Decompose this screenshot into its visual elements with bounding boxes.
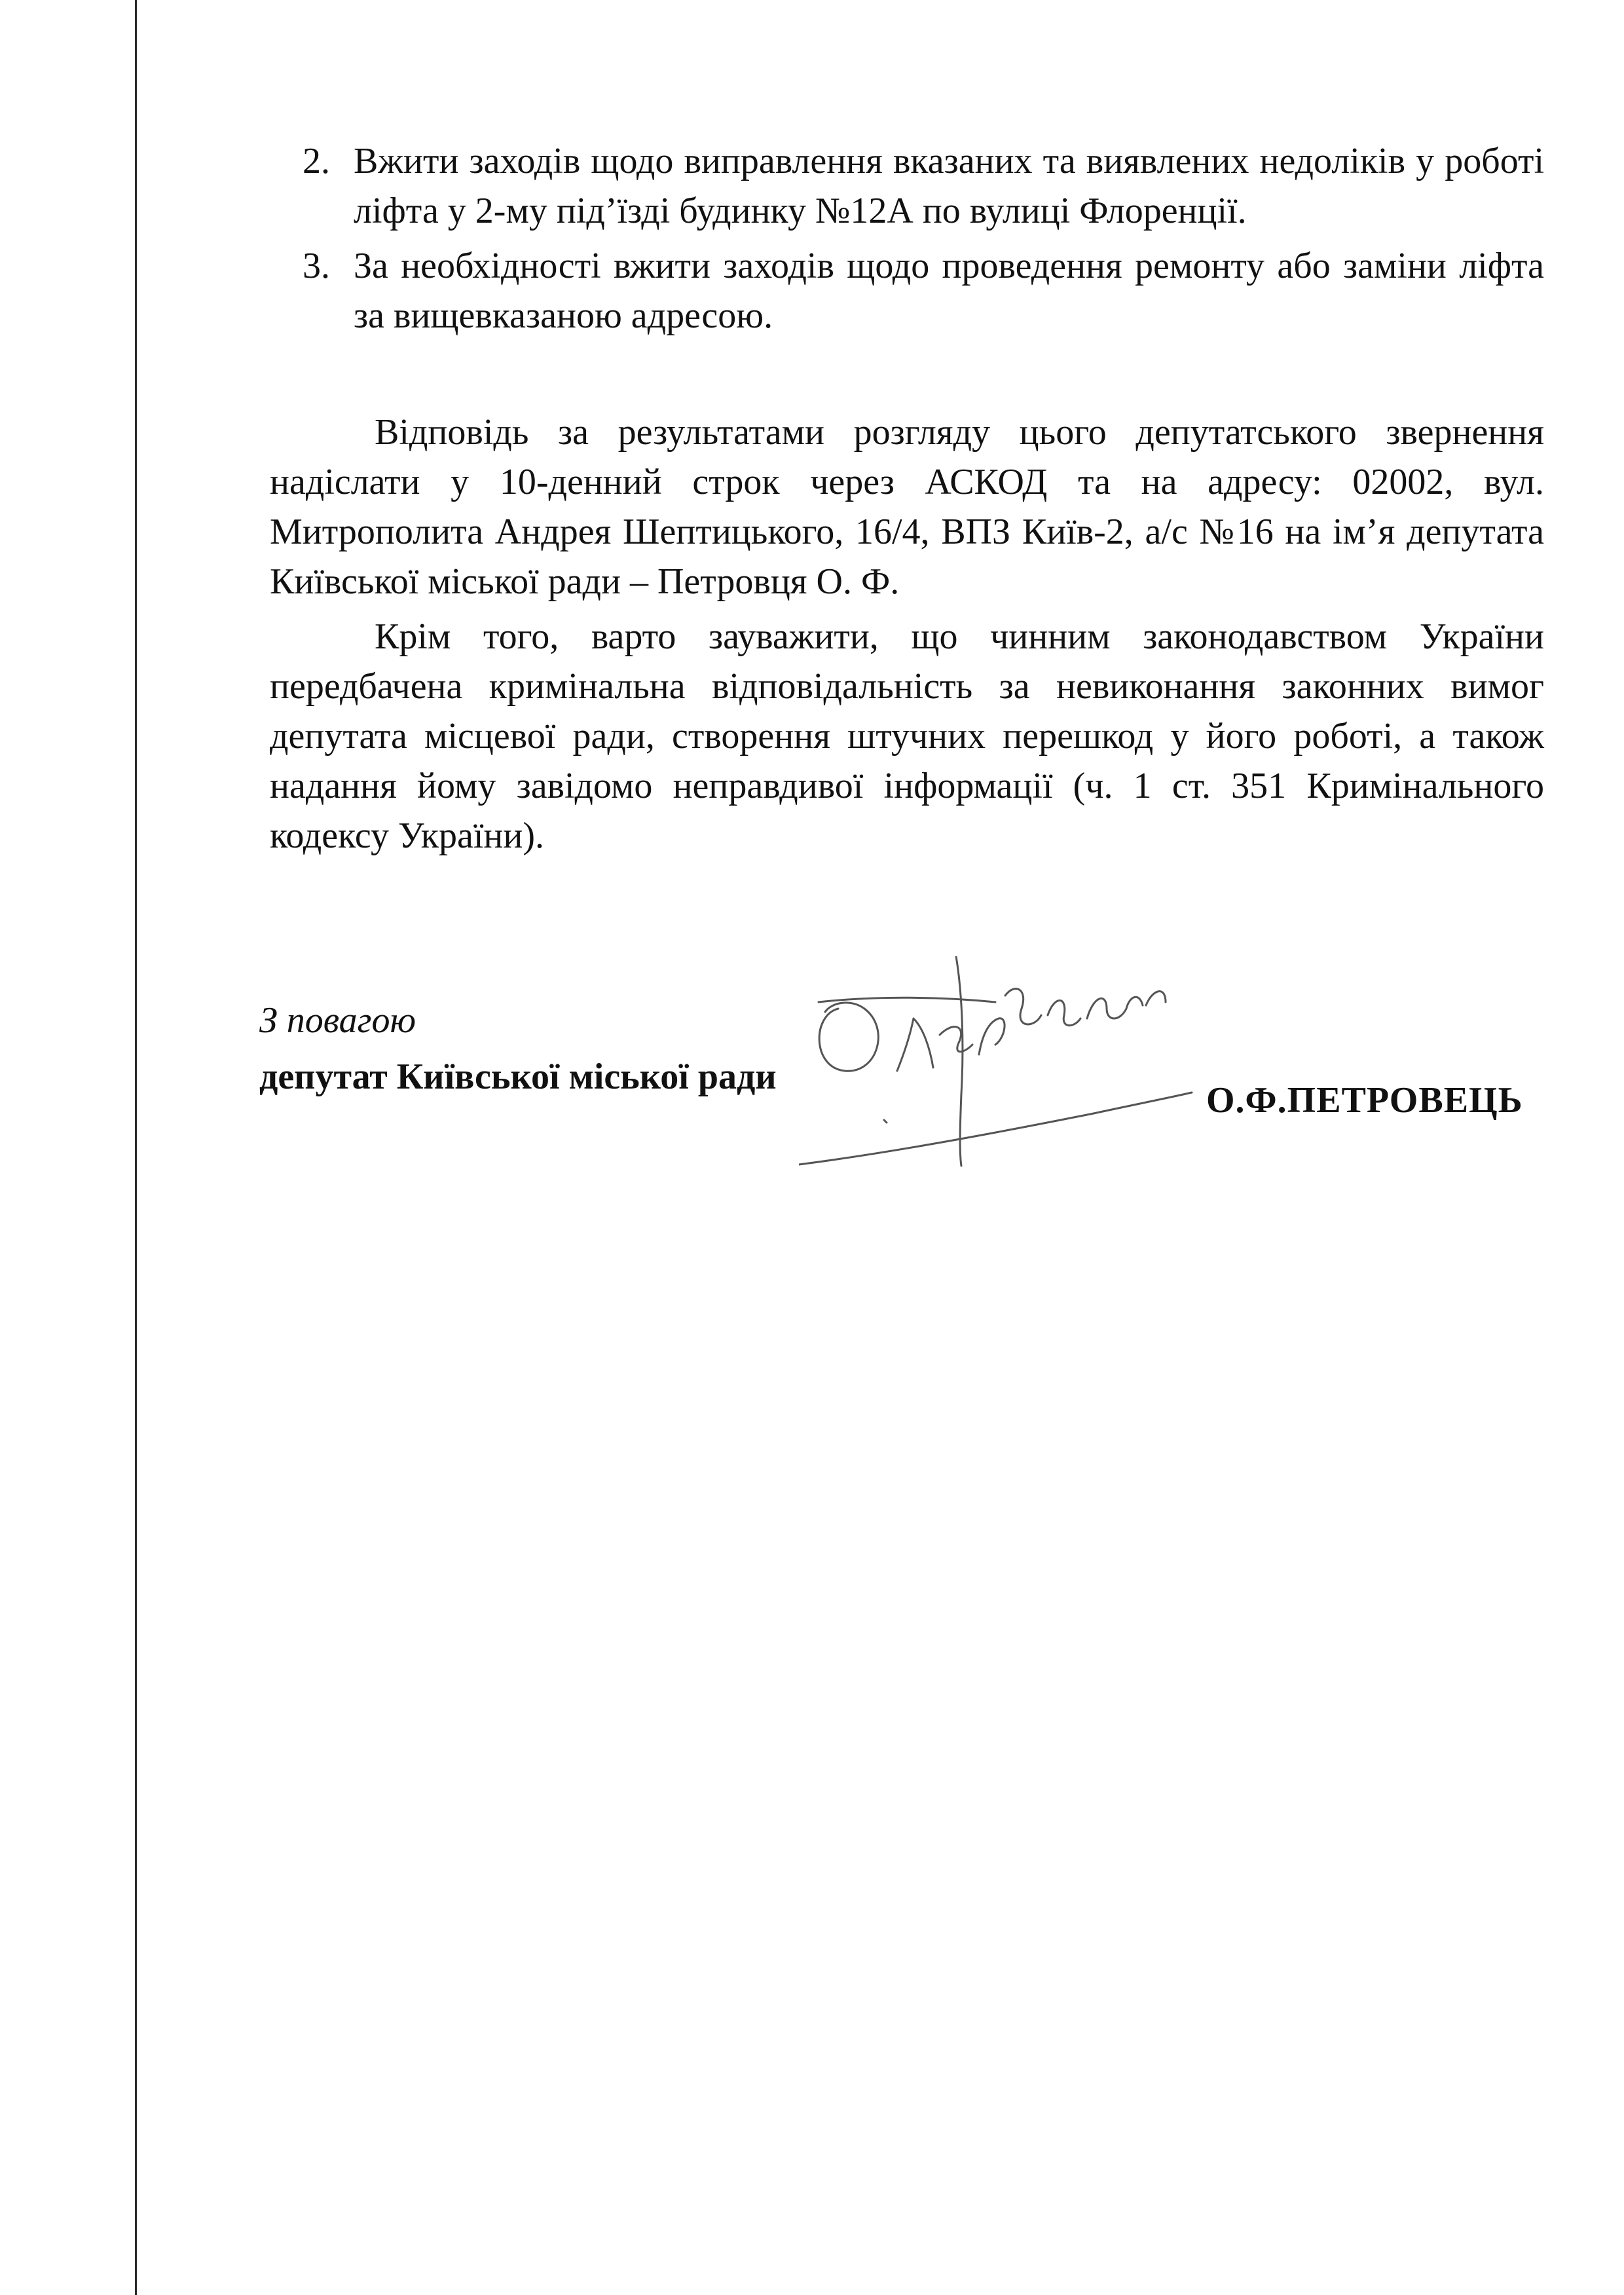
list-item (270, 136, 1544, 236)
list-item-number: 3. (303, 246, 330, 286)
list-item-text: Вжити заходів щодо виправлення вказаних та виявлених недоліків у роботі ліфта у 2-му під’їзді будинку №12А по вулиці Флоренції. (354, 141, 1544, 231)
response-request-paragraph: Відповідь за результатами розгляду цього депутатського звернення надіслати у 10-денний строк через АСКОД та на адресу: 02002, вул. Митрополита Андрея Шептицького, 16/4, ВПЗ Київ-2, а/с №16 на ім’я депутата Київської міської ради – Петровця О. Ф. (270, 412, 1544, 602)
handwritten-signature (799, 956, 1205, 1179)
closing-regards: З повагою (259, 1000, 416, 1041)
closing-block (259, 996, 777, 1102)
list-item-text: За необхідності вжити заходів щодо проведення ремонту або заміни ліфта за вищевказаною адресою. (354, 246, 1544, 336)
list-item (270, 241, 1544, 341)
action-list (270, 136, 1544, 346)
body-paragraphs (270, 407, 1544, 866)
legal-warning-paragraph: Крім того, варто зауважити, що чинним законодавством України передбачена кримінальна відповідальність за невиконання законних вимог депутата місцевої ради, створення штучних перешкод у його роботі, а також надання йому завідомо неправдивої інформації (ч. 1 ст. 351 Кримінального кодексу України). (270, 616, 1544, 856)
page-binding-line (135, 0, 137, 2295)
signer-position: депутат Київської міської ради (259, 1056, 777, 1097)
list-item-number: 2. (303, 141, 330, 181)
signer-name: О.Ф.ПЕТРОВЕЦЬ (1206, 1080, 1523, 1121)
